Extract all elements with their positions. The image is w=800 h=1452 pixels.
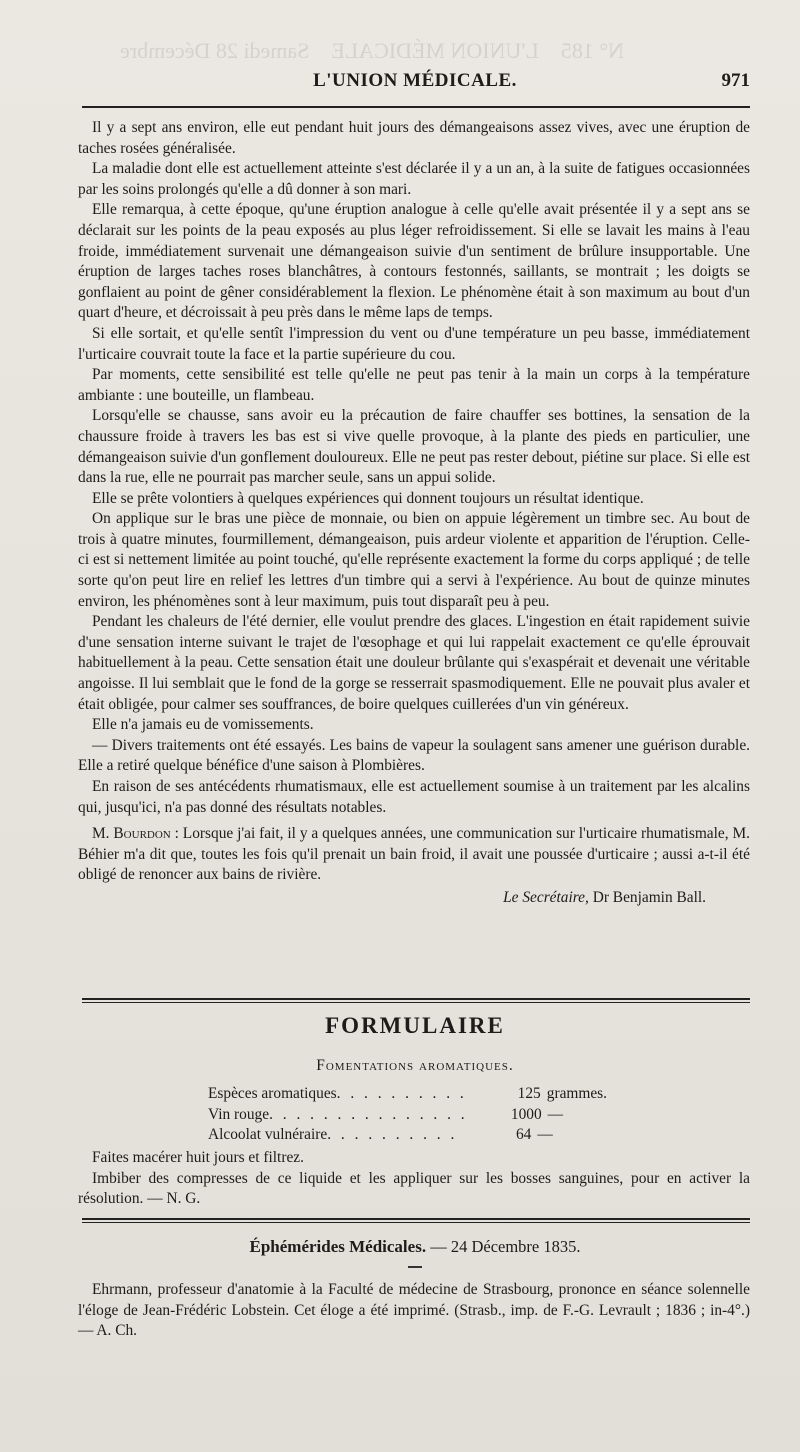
paragraph: Il y a sept ans environ, elle eut pendant huit jours des démangeaisons assez vives, avec une éruption de taches rosées généralisée. (78, 119, 750, 157)
ingredient-name: Alcoolat vulnéraire (208, 1126, 328, 1144)
ingredient-unit: — (537, 1126, 553, 1144)
instruction: Faites macérer huit jours et filtrez. (92, 1149, 304, 1166)
ingredient-qty: 125 (517, 1085, 541, 1102)
leader-dots: . . . . . . . . . . . . . . . (269, 1105, 468, 1123)
ingredient-qty: 64 (515, 1126, 532, 1144)
formulaire-title: FORMULAIRE (325, 1013, 505, 1038)
leader-dots: . . . . . . . . . . (336, 1085, 467, 1102)
section-rule-top-thin (82, 1002, 750, 1003)
ephemerides-date: — 24 Décembre 1835. (430, 1237, 581, 1256)
ingredient-unit: grammes. (546, 1085, 608, 1102)
ingredient-row (208, 1084, 608, 1105)
divider-dash (408, 1266, 422, 1268)
signature-name: Dr Benjamin Ball. (592, 888, 706, 906)
ephemerides-title: Éphémérides Médicales. (249, 1237, 427, 1256)
ingredient-unit: — (547, 1105, 564, 1123)
formulaire-instructions (78, 1148, 750, 1210)
speaker-name: M. Bourdon (92, 825, 171, 843)
bourdon-remark (78, 824, 750, 886)
formulaire-subtitle: Fomentations aromatiques. (316, 1057, 514, 1074)
header-rule (82, 106, 750, 108)
paragraph: Si elle sortait, et qu'elle sentît l'impression du vent ou d'une température un peu basse, immédiatement l'urticaire couvrait toute la face et la partie supérieure du cou. (78, 324, 750, 363)
section-rule-bottom-thin (82, 1222, 750, 1223)
page-header (80, 70, 750, 100)
instruction: Imbiber des compresses de ce liquide et les appliquer sur les bosses sanguines, pour en activer la résolution. — N. G. (78, 1169, 750, 1208)
paragraph: — Divers traitements ont été essayés. Les bains de vapeur la soulagent sans amener une guérison durable. Elle a retiré quelque bénéfice d'une saison à Plombières. (78, 736, 750, 775)
ingredient-name: Vin rouge (208, 1105, 270, 1123)
paragraph: Elle se prête volontiers à quelques expériences qui donnent toujours un résultat identique. (92, 489, 644, 507)
paragraph: La maladie dont elle est actuellement atteinte s'est déclarée il y a un an, à la suite de fatigues occasionnées par les soins prolongés qu'elle a dû donner à son mari. (78, 160, 750, 198)
section-rule-bottom (82, 1218, 750, 1220)
recipe-list (208, 1084, 608, 1146)
paragraph: On applique sur le bras une pièce de monnaie, ou bien on appuie légèrement un timbre sec. Au bout de trois à quatre minutes, fourmillement, démangeaison, puis ardeur violente et apparition de l'éruption. Celle-ci est si nettement limitée au point touché, qu'elle représente exactement la forme du corps appliqué ; de telle sorte qu'on peut lire en relief les lettres d'un timbre qui a servi à l'expérience. Au bout de quinze minutes environ, les phénomènes sont à leur maximum, puis tout disparaît peu à peu. (78, 510, 750, 610)
paragraph: Lorsqu'elle se chausse, sans avoir eu la précaution de faire chauffer ses bottines, la sensation de la chaussure froide à travers les bas est si vive quelle provoque, à la plante des pieds en particulier, une démangeaison suivie d'un gonflement douloureux. Elle ne peut pas rester debout, piétine sur place. Si elle est dans la rue, elle ne pourrait pas marcher seule, sans un appui solide. (78, 407, 750, 487)
remark-text: : Lorsque j'ai fait, il y a quelques années, une communication sur l'urticaire rhumatismale, M. Béhier m'a dit que, toutes les fois qu'il prenait un bain froid, il avait une poussée d'urticaire ; aussi a-t-il été obligé de renoncer aux bains de rivière. (78, 825, 751, 884)
ingredient-name: Espèces aromatiques (208, 1085, 337, 1102)
journal-title: L'UNION MÉDICALE. (313, 70, 517, 91)
section-rule-top (82, 998, 750, 1000)
ephemerides-body (78, 1280, 750, 1342)
paragraph: Elle n'a jamais eu de vomissements. (92, 716, 314, 734)
bleed-through-decoration: N° 185 L'UNION MÉDICALE Samedi 28 Décembre (120, 38, 624, 63)
paragraph: Pendant les chaleurs de l'été dernier, elle voulut prendre des glaces. L'ingestion en était rapidement suivie d'une sensation interne suivant le trajet de l'œsophage et qui lui rappelait exactement ce qu'elle éprouvait habituellement à la peau. Cette sensation était une douleur brûlante qui s'exaspérait et devenait une véritable angoisse. Il lui semblait que le fond de la gorge se resserrait spasmodiquement. Elle ne pouvait plus avaler et était obligée, pour calmer ses souffrances, de boire quelques cuillerées d'un vin généreux. (78, 613, 750, 713)
leader-dots: . . . . . . . . . . (327, 1126, 458, 1144)
ingredient-row (208, 1125, 608, 1146)
paragraph: Elle remarqua, à cette époque, qu'une éruption analogue à celle qu'elle avait présentée il y a sept ans se déclarait sur les points de la peau exposés au plus léger refroidissement. Si elle se lavait les mains à l'eau froide, immédiatement survenait une démangeaison suivie d'un sentiment de brûlure insupportable. Une éruption de larges taches roses blanchâtres, à contours festonnés, saillants, se montrait ; les doigts se gonflaient au point de gêner considérablement la flexion. Le phénomène était à son maximum au bout d'un quart d'heure, et décroissait à peu près dans le même laps de temps. (78, 201, 750, 322)
article-body (78, 118, 750, 909)
ephemerides-text: Ehrmann, professeur d'anatomie à la Faculté de médecine de Strasbourg, prononce en séance solennelle l'éloge de Jean-Frédéric Lobstein. Cet éloge a été imprimé. (Strasb., imp. de F.-G. Levrault ; 1836 ; in-4°.) — A. Ch. (78, 1281, 750, 1340)
ephemerides-heading (80, 1237, 750, 1257)
signature (78, 888, 750, 909)
paragraph: Par moments, cette sensibilité est telle qu'elle ne peut pas tenir à la main un corps à la température ambiante : une bouteille, un flambeau. (78, 366, 750, 404)
ingredient-qty: 1000 (510, 1105, 542, 1123)
page-number: 971 (721, 70, 750, 91)
ingredient-row (208, 1105, 608, 1126)
signature-role: Le Secrétaire, (503, 888, 589, 906)
paragraph: En raison de ses antécédents rhumatismaux, elle est actuellement soumise à un traitement par les alcalins qui, jusqu'ici, n'a pas donné des résultats notables. (78, 778, 750, 816)
